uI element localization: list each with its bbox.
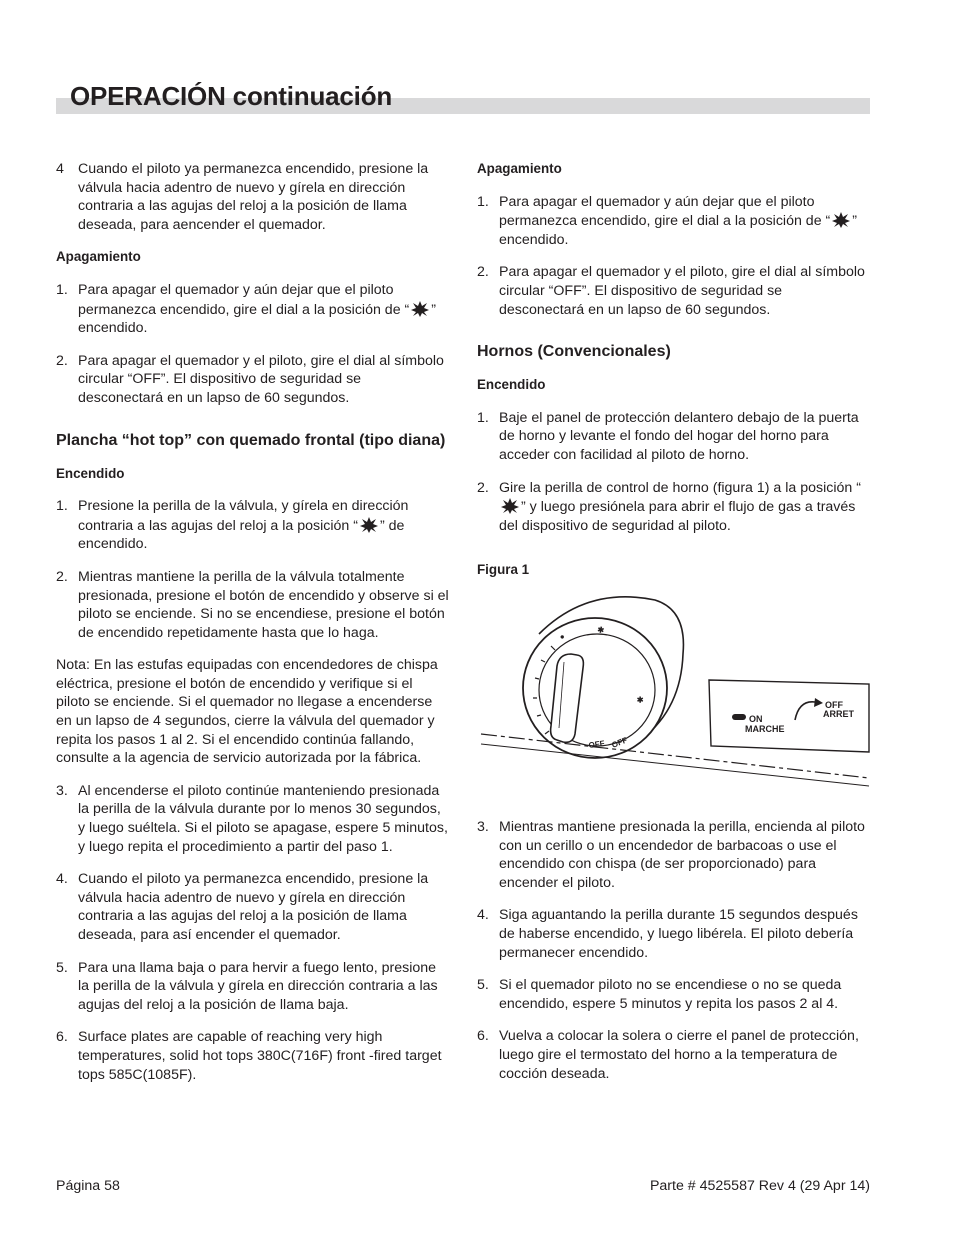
- item-text: Vuelva a colocar la solera o cierre el panel de protección, luego gire el termostato del horno a la temperatura de cocción deseada.: [499, 1028, 859, 1082]
- item-number: 3.: [56, 782, 68, 799]
- list-item: [477, 479, 870, 536]
- item-text: Para apagar el quemador y aún dejar que el piloto permanezca encendido, gire el dial a la posición de “: [499, 193, 831, 230]
- item-number: 3.: [477, 819, 489, 835]
- list-item: [56, 352, 450, 408]
- part-number: Parte # 4525587 Rev 4 (29 Apr 14): [649, 1178, 870, 1194]
- list-item: [477, 976, 870, 1013]
- item-text: Surface plates are capable of reaching very high temperatures, solid hot tops 380C(716F) front -fired target tops 585C(1085F).: [78, 1029, 442, 1083]
- page-title: OPERACIÓN continuación: [70, 81, 393, 111]
- item-number: 1.: [477, 409, 489, 426]
- item-number: 1.: [56, 281, 68, 298]
- svg-text:OFF: OFF: [588, 738, 606, 750]
- item-text-end: ” de encendido.: [78, 517, 405, 553]
- item-number: 2.: [56, 352, 68, 369]
- list-item: [477, 1027, 870, 1083]
- item-number: 4: [56, 161, 64, 177]
- encendido-label: Encendido: [56, 465, 125, 481]
- item-number: 1.: [56, 498, 68, 515]
- item-text: Para apagar el quemador y el piloto, gire el dial al símbolo circular “OFF”. El dispositivo de seguridad se desconectará en un lapso de 60 segundos.: [499, 264, 865, 318]
- figure-label: Figura 1: [477, 562, 530, 578]
- item-text-end: ” y luego presiónela para abrir el flujo de gas a través del dispositivo de seguridad al piloto.: [499, 499, 856, 534]
- item-text: Para apagar el quemador y aún dejar que el piloto permanezca encendido, gire el dial a la posición de “: [78, 281, 410, 318]
- list-item: [477, 263, 870, 319]
- item-text: Presione la perilla de la válvula, y gírela en dirección contraria a las agujas del reloj a la posición “: [78, 498, 409, 534]
- list-item: [477, 193, 870, 250]
- section-heading-hornos: Hornos (Convencionales): [477, 343, 671, 361]
- item-text: Baje el panel de protección delantero debajo de la puerta de horno y levante el fondo del hogar del horno para acceder con facilidad al piloto de horno.: [499, 409, 859, 463]
- list-item: [56, 568, 450, 642]
- item-text: Para una llama baja o para hervir a fuego lento, presione la perilla de la válvula y gírela en dirección contraria a las agujas del reloj a la posición de llama baja.: [78, 959, 438, 1013]
- list-item: [56, 497, 450, 554]
- plate-off-label: OFF: [825, 700, 843, 710]
- apagamiento-label: Apagamiento: [56, 249, 141, 265]
- list-item: [56, 281, 450, 338]
- page-number: Página 58: [56, 1178, 120, 1194]
- item-text-end: ” encendido.: [78, 301, 436, 337]
- apagamiento-label: Apagamiento: [477, 161, 562, 176]
- item-text: Si el quemador piloto no se encendiese o no se queda encendido, espere 5 minutos y repita los pasos 2 al 4.: [499, 977, 842, 1012]
- item-text: Para apagar el quemador y el piloto, gire el dial al símbolo circular “OFF”. El dispositivo de seguridad se desconectará en un lapso de 60 segundos.: [78, 352, 444, 406]
- item-text: Gire la perilla de control de horno (figura 1) a la posición “: [499, 479, 861, 496]
- item-number: 5.: [477, 977, 489, 994]
- item-number: 6.: [56, 1029, 68, 1046]
- note-paragraph: Nota: En las estufas equipadas con encendedores de chispa eléctrica, presione el botón de encendido y verifique si el piloto se enciende. Si el quemador no llegase a encenderse en un lapso de 4 segundos, cierre la válvula del quemador y repita los pasos 1 al 2. Si el encendido continúa fallando, consulte a la agencia de servicio autorizada por la fábrica.: [56, 657, 438, 767]
- flame-icon: [359, 516, 379, 534]
- list-item: [56, 160, 450, 234]
- plate-on-label: ON: [749, 714, 763, 724]
- plate-arret-label: ARRET: [823, 709, 854, 719]
- item-number: 2.: [56, 568, 68, 585]
- item-number: 2.: [477, 264, 489, 281]
- svg-text:✱: ✱: [596, 625, 605, 636]
- list-item: [56, 1028, 450, 1084]
- flame-icon: [831, 211, 851, 229]
- list-item: [477, 818, 870, 892]
- list-item: [56, 782, 450, 856]
- list-item: [56, 959, 450, 1015]
- oven-knob-figure: [477, 588, 871, 788]
- item-text: Al encenderse el piloto continúe manteniendo presionada la perilla de la válvula durante por lo menos 30 segundos, y luego suéltela. Si el piloto se apagase, espere 5 minutos, y luego repita el procedimiento a partir del paso 1.: [78, 782, 448, 855]
- list-item: [477, 409, 870, 465]
- svg-text:✱: ✱: [634, 694, 647, 705]
- right-column-bottom: [477, 818, 870, 1083]
- section-heading-plancha: Plancha “hot top” con quemado frontal (tipo diana): [56, 431, 446, 449]
- item-number: 1.: [477, 193, 489, 210]
- item-number: 4.: [56, 871, 68, 888]
- item-number: 6.: [477, 1028, 489, 1045]
- svg-text:●: ●: [558, 631, 567, 642]
- list-item: [477, 906, 870, 962]
- item-text: Cuando el piloto ya permanezca encendido, presione la válvula hacia adentro de nuevo y gírela en dirección contraria a las agujas del reloj a la posición de llama deseada, para aencender el quemador.: [78, 161, 429, 233]
- list-item: [56, 870, 450, 944]
- left-column: [56, 160, 450, 1084]
- item-text: Cuando el piloto ya permanezca encendido, presione la válvula hacia adentro de nuevo y gírela en dirección contraria a las agujas del reloj a la posición de llama deseada, para así encender el quemador.: [78, 871, 429, 943]
- item-number: 4.: [477, 907, 489, 924]
- encendido-label: Encendido: [477, 377, 546, 393]
- plate-marche-label: MARCHE: [745, 724, 785, 734]
- item-text: Mientras mantiene presionada la perilla, encienda al piloto con un cerillo o un encendedor de barbacoas o use el encendido con chispa (de ser proporcionado) para encender el piloto.: [499, 819, 865, 891]
- flame-icon: [410, 300, 430, 318]
- svg-text:OFF: OFF: [610, 735, 629, 750]
- item-number: 5.: [56, 959, 68, 976]
- item-text-end: ” encendido.: [499, 213, 857, 248]
- item-number: 2.: [477, 479, 489, 496]
- item-text: Mientras mantiene la perilla de la válvula totalmente presionada, presione el botón de encendido y observe si el piloto se enciende. Si no se encendiese, presione el botón de encendido repetidamente hasta que lo haga.: [78, 568, 449, 641]
- item-text: Siga aguantando la perilla durante 15 segundos después de haberse encendido, y luego libérela. El piloto debería permanecer encendido.: [499, 907, 858, 961]
- right-column-top: [477, 160, 870, 580]
- flame-icon: [500, 497, 520, 515]
